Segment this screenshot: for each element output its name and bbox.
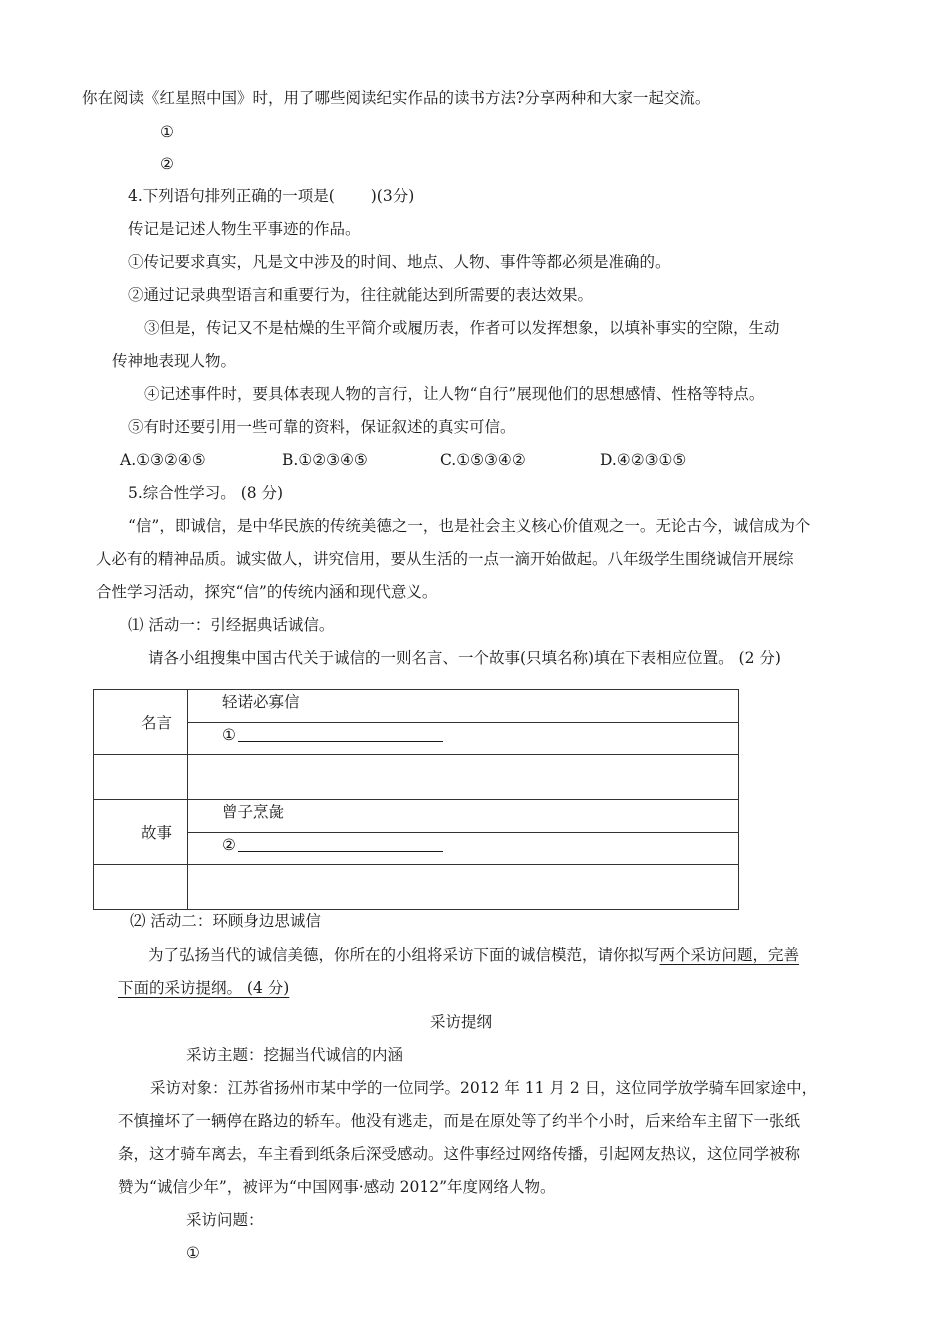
q3-blank-2: ② bbox=[160, 155, 174, 173]
outline-title: 采访提纲 bbox=[430, 1013, 493, 1031]
table-quote-blank[interactable] bbox=[222, 725, 443, 745]
activity-1-title: ⑴ 活动一：引经据典话诚信。 bbox=[128, 616, 335, 634]
interview-object-line-4: 赞为“诚信少年”，被评为“中国网事·感动 2012”年度网络人物。 bbox=[118, 1178, 556, 1196]
interview-object-line-3: 条，这才骑车离去，车主看到纸条后深受感动。这件事经过网络传播，引起网友热议，这位同学被称 bbox=[118, 1145, 801, 1163]
table-quote-1: 轻诺必寡信 bbox=[222, 693, 300, 711]
table-story-blank[interactable] bbox=[222, 835, 443, 855]
q5-stem: 5.综合性学习。 (8 分) bbox=[128, 484, 284, 502]
quote-answer-line[interactable] bbox=[238, 726, 443, 742]
q4-sentence-4: ④记述事件时，要具体表现人物的言行，让人物“自行”展现他们的思想感情、性格等特点。 bbox=[144, 385, 765, 403]
q4-sentence-2: ②通过记录典型语言和重要行为，往往就能达到所需要的表达效果。 bbox=[128, 286, 594, 304]
table-label-quotes: 名言 bbox=[141, 714, 173, 732]
table-label-stories: 故事 bbox=[141, 824, 173, 842]
q3-blank-1: ① bbox=[160, 123, 174, 141]
q4-sentence-3a: ③但是，传记又不是枯燥的生平简介或履历表，作者可以发挥想象，以填补事实的空隙，生动 bbox=[144, 319, 780, 337]
q4-intro: 传记是记述人物生平事迹的作品。 bbox=[128, 220, 361, 238]
q5-para-line-2: 人必有的精神品质。诚实做人，讲究信用，要从生活的一点一滴开始做起。八年级学生围绕诚信开展综 bbox=[96, 550, 794, 568]
activity-2-title: ⑵ 活动二：环顾身边思诚信 bbox=[130, 912, 321, 930]
q4-option-d: D.④②③①⑤ bbox=[600, 451, 687, 469]
q4-sentence-3b: 传神地表现人物。 bbox=[112, 352, 237, 370]
activity-2-desc-plain: 为了弘扬当代的诚信美德，你所在的小组将采访下面的诚信模范，请你拟写 bbox=[148, 946, 660, 964]
q4-sentence-5: ⑤有时还要引用一些可靠的资料，保证叙述的真实可信。 bbox=[128, 418, 516, 436]
q4-sentence-1: ①传记要求真实，凡是文中涉及的时间、地点、人物、事件等都必须是准确的。 bbox=[128, 253, 671, 271]
interview-topic: 采访主题：挖掘当代诚信的内涵 bbox=[186, 1046, 404, 1064]
q4-option-b: B.①②③④⑤ bbox=[282, 451, 368, 469]
interview-object-line-1: 采访对象：江苏省扬州市某中学的一位同学。2012 年 11 月 2 日，这位同学放学骑车回家途中， bbox=[150, 1079, 818, 1097]
q3-prompt: 你在阅读《红星照中国》时，用了哪些阅读纪实作品的读书方法?分享两种和大家一起交流。 bbox=[82, 89, 711, 107]
activity-2-desc-underlined-2: 下面的采访提纲。 (4 分) bbox=[118, 979, 290, 997]
quote-blank-marker: ① bbox=[222, 726, 236, 744]
q5-para-line-1: “信”，即诚信，是中华民族的传统美德之一，也是社会主义核心价值观之一。无论古今，诚信成为个 bbox=[128, 517, 811, 535]
interview-object-line-2: 不慎撞坏了一辆停在路边的轿车。他没有逃走，而是在原处等了约半个小时，后来给车主留下一张纸 bbox=[118, 1112, 801, 1130]
interview-questions-label: 采访问题： bbox=[186, 1211, 264, 1229]
activity-2-desc-underlined-1: 两个采访问题，完善 bbox=[659, 946, 800, 964]
table-story-1: 曾子烹彘 bbox=[222, 803, 285, 821]
q4-stem: 4.下列语句排列正确的一项是( )(3分) bbox=[128, 187, 415, 205]
activity-2-desc-line-1 bbox=[148, 945, 799, 965]
story-blank-marker: ② bbox=[222, 836, 236, 854]
activity-1-desc: 请各小组搜集中国古代关于诚信的一则名言、一个故事(只填名称)填在下表相应位置。 (2 分) bbox=[148, 649, 781, 667]
story-answer-line[interactable] bbox=[238, 836, 443, 852]
q4-option-c: C.①⑤③④② bbox=[440, 451, 526, 469]
q5-para-line-3: 合性学习活动，探究“信”的传统内涵和现代意义。 bbox=[96, 583, 438, 601]
q4-option-a: A.①③②④⑤ bbox=[120, 451, 206, 469]
interview-question-1[interactable]: ① bbox=[186, 1244, 200, 1262]
